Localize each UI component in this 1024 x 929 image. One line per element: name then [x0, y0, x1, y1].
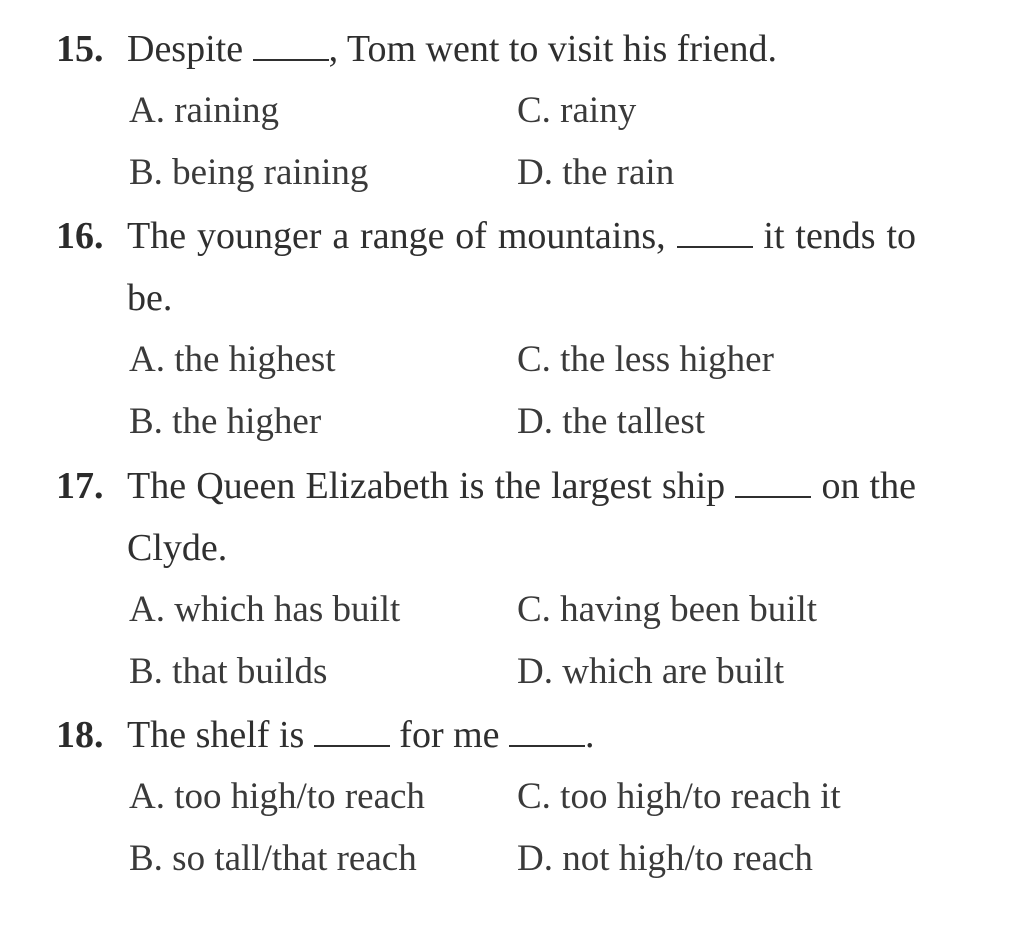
option-a: A. the highest — [129, 339, 336, 380]
option-d: D. which are built — [517, 651, 785, 692]
option-b: B. the higher — [129, 401, 322, 442]
options-row — [129, 391, 916, 453]
option-c: C. the less higher — [517, 339, 774, 380]
option-a: A. which has built — [129, 589, 401, 630]
option-c: C. having been built — [517, 589, 818, 630]
stem-text-end: . — [585, 714, 595, 756]
options-row — [129, 766, 916, 828]
question-stem — [56, 455, 916, 579]
options-row — [129, 828, 916, 890]
stem-text-start: Despite — [127, 28, 244, 70]
stem-text-end: it tends to be. — [127, 215, 917, 319]
option-c: C. rainy — [517, 90, 637, 131]
option-a: A. too high/to reach — [129, 776, 425, 817]
stem-text-end: on the Clyde. — [127, 465, 916, 569]
stem-text-middle: for me — [399, 714, 500, 756]
question-number: 18. — [56, 714, 104, 756]
option-a: A. raining — [129, 90, 280, 131]
question-17 — [56, 455, 916, 703]
options-row — [129, 329, 916, 391]
option-d: D. not high/to reach — [517, 838, 813, 879]
options — [56, 80, 916, 204]
question-number: 17. — [56, 465, 104, 507]
options-row — [129, 579, 916, 641]
question-18 — [56, 704, 916, 890]
option-c: C. too high/to reach it — [517, 776, 841, 817]
answer-blank — [735, 468, 811, 498]
options — [56, 579, 916, 703]
option-d: D. the tallest — [517, 401, 706, 442]
option-b: B. being raining — [129, 152, 369, 193]
question-stem — [56, 704, 916, 766]
question-stem — [56, 18, 916, 80]
question-number: 15. — [56, 28, 104, 70]
option-d: D. the rain — [517, 152, 675, 193]
answer-blank — [677, 218, 753, 248]
options-row — [129, 142, 916, 204]
stem-text-start: The younger a range of mountains, — [127, 215, 666, 257]
options — [56, 329, 916, 453]
option-b: B. so tall/that reach — [129, 838, 417, 879]
question-stem — [56, 205, 916, 329]
question-15 — [56, 18, 916, 204]
stem-text-end: , Tom went to visit his friend. — [328, 28, 777, 70]
option-b: B. that builds — [129, 651, 328, 692]
answer-blank — [314, 717, 390, 747]
answer-blank — [253, 31, 329, 61]
answer-blank — [509, 717, 585, 747]
options — [56, 766, 916, 890]
question-number: 16. — [56, 215, 104, 257]
question-16 — [56, 205, 916, 453]
options-row — [129, 641, 916, 703]
stem-text-start: The shelf is — [127, 714, 305, 756]
options-row — [129, 80, 916, 142]
stem-text-start: The Queen Elizabeth is the largest ship — [127, 465, 726, 507]
